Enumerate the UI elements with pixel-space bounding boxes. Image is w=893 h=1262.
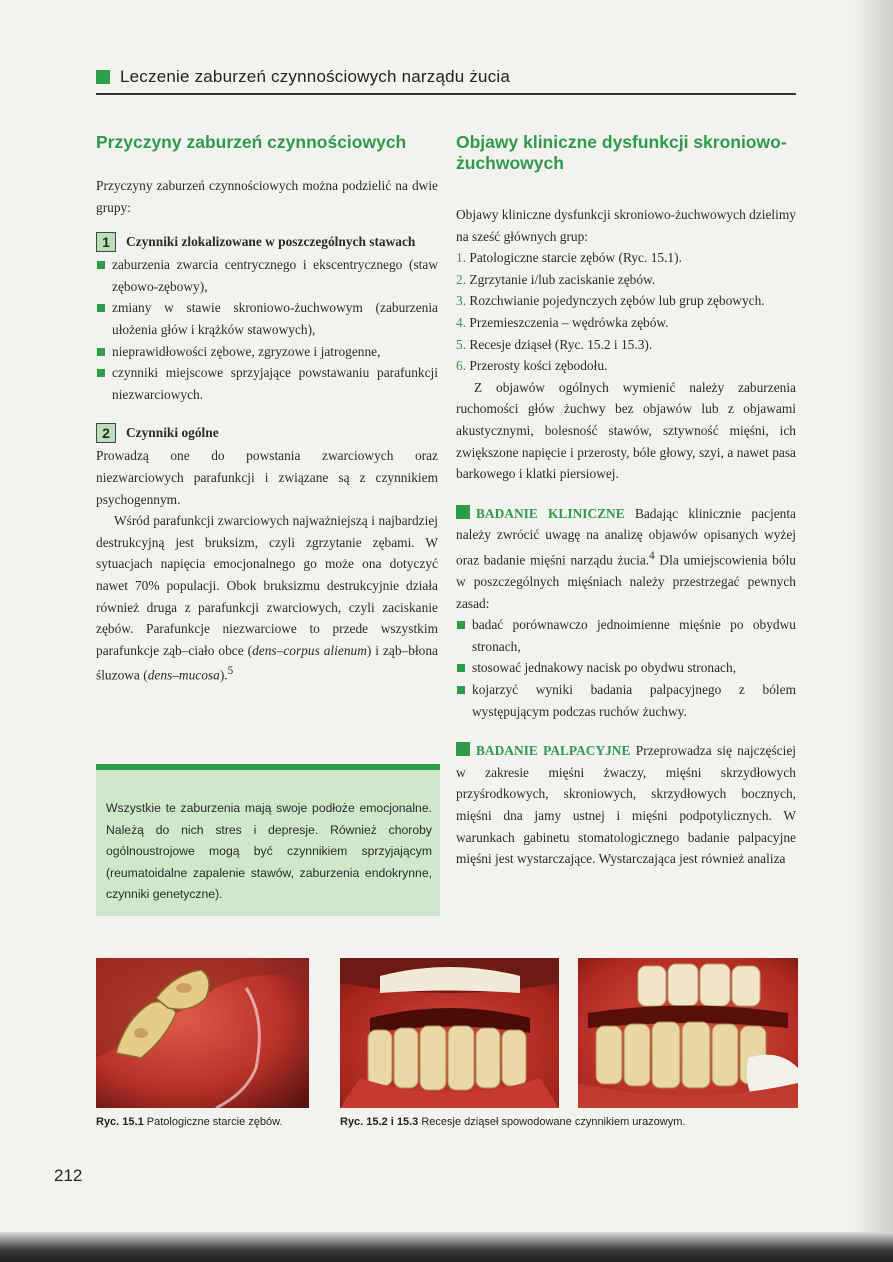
- list-item: badać porównawczo jednoimienne mięśnie po obydwu stronach,: [456, 614, 796, 657]
- list-item: zmiany w stawie skroniowo-żuchwowym (zaburzenia ułożenia głów i krążków stawowych),: [96, 297, 438, 340]
- right-column: [456, 132, 796, 870]
- right-intro: Objawy kliniczne dysfunkcji skroniowo-żuchwowych dzielimy na sześć głównych grup:: [456, 207, 796, 244]
- running-header: [96, 67, 796, 95]
- list-item: kojarzyć wyniki badania palpacyjnego z bólem występującym podczas ruchów żuchwy.: [456, 679, 796, 722]
- group1-heading: [96, 232, 438, 252]
- figure-caption-2: Ryc. 15.2 i 15.3 Recesje dziąseł spowodowane czynnikiem urazowym.: [340, 1116, 686, 1128]
- left-heading: Przyczyny zaburzeń czynnościowych: [96, 132, 407, 152]
- list-item: 3. Rozchwianie pojedynczych zębów lub grup zębowych.: [456, 293, 765, 309]
- general-symptoms-text: Z objawów ogólnych wymienić należy zaburzenia ruchomości głów żuchwy bez objawów lub z objawami akustycznymi, bolesność stawów, sztywność mięśni, ich zwiększone napięcie i przerosty, bóle głowy, szyi, a nawet pasa barkowego i klatki piersiowej.: [456, 379, 796, 482]
- list-item: 4. Przemieszczenia – wędrówka zębów.: [456, 314, 669, 330]
- number-badge-1: 1: [96, 232, 116, 252]
- green-square-icon: [456, 505, 470, 519]
- group2-heading: [96, 423, 438, 443]
- scan-bottom-edge: [0, 1232, 893, 1262]
- figure-caption-1: Ryc. 15.1 Patologiczne starcie zębów.: [96, 1116, 283, 1128]
- list-item: nieprawidłowości zębowe, zgryzowe i jatrogenne,: [96, 341, 438, 363]
- list-item: 1. Patologiczne starcie zębów (Ryc. 15.1).: [456, 250, 682, 266]
- photo-gum-recession-1: [340, 958, 559, 1108]
- right-heading: Objawy kliniczne dysfunkcji skroniowo-żuchwowych: [456, 132, 787, 173]
- group2-title: Czynniki ogólne: [126, 425, 219, 441]
- list-item: 6. Przerosty kości zębodołu.: [456, 358, 608, 374]
- parafunction-paragraph: Wśród parafunkcji zwarciowych najważniejszą i najbardziej destrukcyjną jest bruksizm, czyli zgrzytanie zębami. W sytuacjach napięcia emocjonalnego go może ona dotyczyć nawet 70% populacji. Obok bruksizmu destrukcyjnie działa również druga z parafunkcji zwarciowych, czyli zaciskanie zębów. Parafunkcje niezwarciowe to przede wszystkim parafunkcje ząb–ciało obce (dens–corpus alienum) i ząb–błona śluzowa (dens–mucosa).$^5$: [96, 513, 439, 683]
- number-badge-2: 2: [96, 423, 116, 443]
- left-intro: Przyczyny zaburzeń czynnościowych można podzielić na dwie grupy:: [96, 178, 438, 215]
- clinical-exam-label: BADANIE KLINICZNE: [476, 505, 625, 521]
- list-item: czynniki miejscowe sprzyjające powstawaniu parafunkcji niezwarciowych.: [96, 362, 438, 405]
- group1-title: Czynniki zlokalizowane w poszczególnych stawach: [126, 234, 416, 250]
- palpation-paragraph: BADANIE PALPACYJNE Przeprowadza się najczęściej w zakresie mięśni żwaczy, mięśni skrzydłowych przyśrodkowych, skroniowych, skrzydłowych bocznych, mięśni dna jamy ustnej i mięśni podpotylicznych. W warunkach gabinetu stomatologicznego badanie palpacyjne mięśni jest wystarczające. Wystarczająca jest również analiza: [456, 743, 796, 867]
- left-column: [96, 132, 438, 686]
- page-edge-shadow: [853, 0, 893, 1262]
- photo-worn-teeth: [96, 958, 309, 1108]
- group1-list: [96, 254, 438, 405]
- list-item: stosować jednakowy nacisk po obydwu stronach,: [456, 657, 796, 679]
- info-box-text: Wszystkie te zaburzenia mają swoje podłoże emocjonalne. Należą do nich stres i depresje. Również choroby ogólnoustrojowe mogą być czynnikiem sprzyjającym (reumatoidalne zapalenie stawów, zaburzenia endokrynne, czynniki genetyczne).: [106, 801, 432, 901]
- list-item: 2. Zgrzytanie i/lub zaciskanie zębów.: [456, 271, 656, 287]
- header-title: Leczenie zaburzeń czynnościowych narządu żucia: [120, 67, 511, 86]
- list-item: zaburzenia zwarcia centrycznego i ekscentrycznego (staw zębowo-zębowy),: [96, 254, 438, 297]
- photo-gum-recession-2: [578, 958, 798, 1108]
- header-square-icon: [96, 70, 110, 84]
- info-box: [96, 764, 440, 916]
- page-number: 212: [54, 1166, 83, 1185]
- list-item: 5. Recesje dziąseł (Ryc. 15.2 i 15.3).: [456, 336, 653, 352]
- symptom-list: [456, 247, 796, 377]
- green-square-icon: [456, 742, 470, 756]
- clinical-exam-paragraph: BADANIE KLINICZNE Badając klinicznie pacjenta należy zwrócić uwagę na analizę objawów opisanych wyżej oraz badanie mięśni narządu żucia.$^4$ Dla umiejscowienia bólu w poszczególnych mięśniach należy przestrzegać pewnych zasad:: [456, 505, 796, 611]
- rules-list: [456, 614, 796, 722]
- group2-text: Prowadzą one do powstania zwarciowych oraz niezwarciowych parafunkcji i związane są z czynnikiem psychogennym.: [96, 448, 438, 507]
- palpation-label: BADANIE PALPACYJNE: [476, 743, 631, 759]
